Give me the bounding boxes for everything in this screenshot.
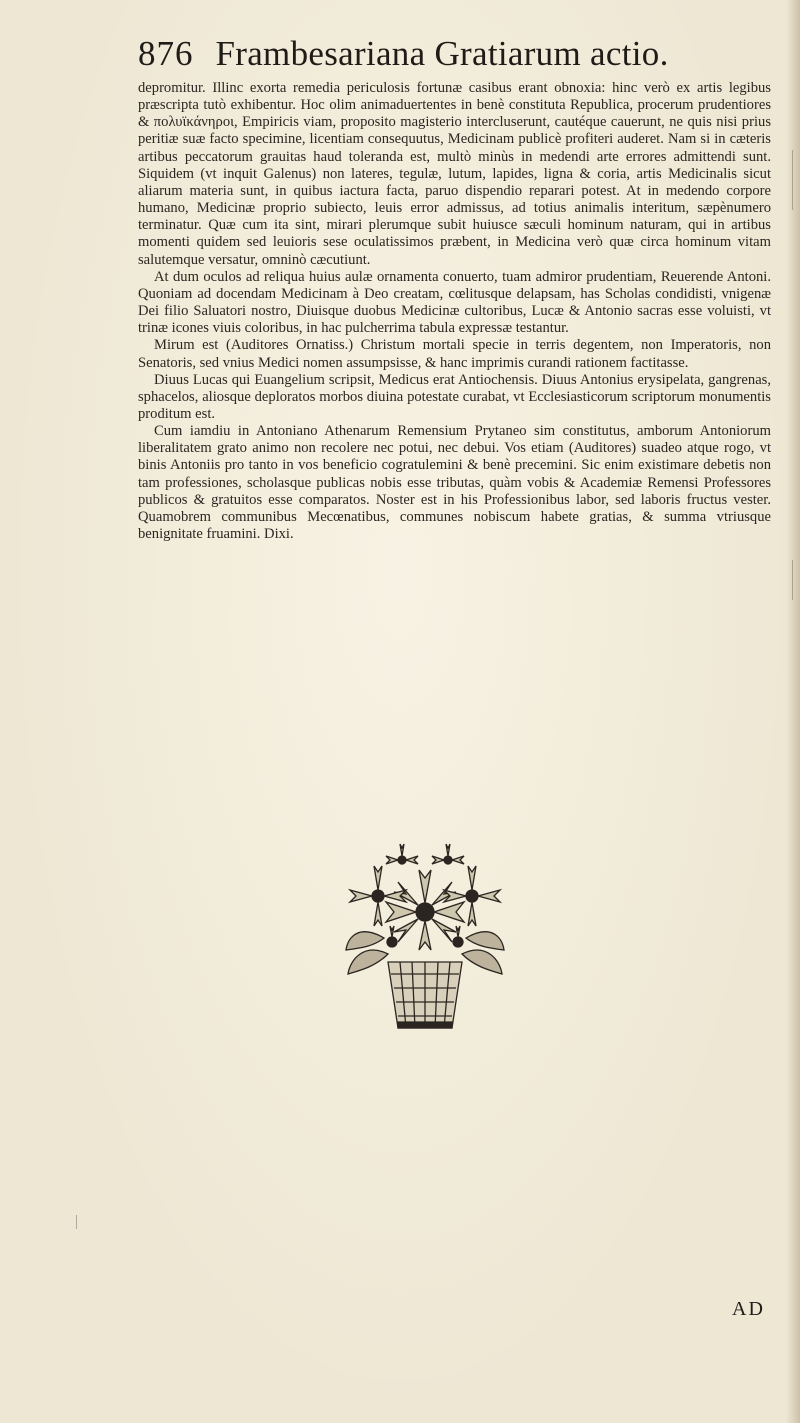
page-number: 876 bbox=[138, 34, 194, 73]
page-edge-shadow bbox=[786, 0, 800, 1423]
paragraph: Diuus Lucas qui Euangelium scripsit, Medicus erat Antiochensis. Diuus Antonius erysipelata, gangrenas, sphacelos, aliosque deploratos morbos diuina potestate curabat, vt Ecclesiasticorum scriptorum monumentis proditum est. bbox=[138, 371, 771, 422]
running-title: Frambesariana Gratiarum actio. bbox=[215, 34, 669, 73]
margin-mark bbox=[76, 1215, 77, 1229]
paragraph: At dum oculos ad reliqua huius aulæ ornamenta conuerto, tuam admiror prudentiam, Reuerende Antoni. Quoniam ad docendam Medicinam à Deo creatam, cœlitusque delapsam, has Scholas condidisti, vnigenæ Dei filio Saluatori nostro, Diuisque duobus Medicinæ cultoribus, Lucæ & Antonio sacras esse voluisti, vt trinæ icones viuis coloribus, in hac pulcherrima tabula expressæ testantur. bbox=[138, 268, 771, 337]
paragraph: Mirum est (Auditores Ornatiss.) Christum mortali specie in terris degentem, non Imperatoris, non Senatoris, sed vnius Medici nomen assumpsisse, & hanc imprimis curandi rationem factitasse. bbox=[138, 337, 771, 371]
body-text bbox=[138, 80, 771, 543]
running-header bbox=[138, 34, 738, 78]
margin-mark bbox=[792, 150, 793, 210]
paragraph: Cum iamdiu in Antoniano Athenarum Remensium Prytaneo sim constitutus, amborum Antoniorum liberalitatem grato animo non recolere nec potui, nec debui. Vos etiam (Auditores) suadeo atque rogo, vt binis Antoniis pro tanto in vos beneficio cogratulemini & benè precemini. Sic enim existimare debetis non tam professiones, scholasque publicas nobis esse tributas, quàm vobis & Academiæ Remensi Professores publicos & gratuitos esse comparatos. Noster est in his Professionibus labor, sed laboris fructus vester. Quamobrem communibus Mecœnatibus, communes nobiscum habete gratias, & summa vtriusque benignitate fruamini. Dixi. bbox=[138, 423, 771, 543]
paragraph: depromitur. Illinc exorta remedia periculosis fortunæ casibus erant obnoxia: hinc verò ex artis legibus præscripta tutò exhibentur. Hoc olim animaduertentes in benè constituta Republica, procerum prudentiores & πολυϊκάνηροι, Empiricis viam, proposito magisterio intercluserunt, cautéque cauerunt, ne quis nisi prius peritiæ suæ facto specimine, licentiam consequutus, Medicinam publicè profiteri auderet. Nam si in cæteris artibus peccatorum grauitas haud toleranda est, multò minùs in medendi arte errores admittendi sunt. Siquidem (vt inquit Galenus) non lateres, tegulæ, lutum, lapides, ligna & coria, artis Medicinalis sicut aliarum materia sunt, in quibus iactura facta, paruo dispendio reparari potest. At in medendo corpore humano, Medicinæ proprio subiecto, leuis error admissus, ad totius animalis interitum, sæpènumero terminatur. Quæ cum ita sint, mirari plerumque subit huiusce sæculi hominum naturam, qui in artibus momenti quidem sed leuioris sese oculatissimos præbent, in Medicina verò quæ circa hominum vitam salutemque versatur, omninò cæcutiunt. bbox=[138, 80, 771, 268]
flower-basket-ornament bbox=[344, 842, 506, 1038]
margin-mark bbox=[792, 560, 793, 600]
catchword: AD bbox=[732, 1298, 765, 1320]
